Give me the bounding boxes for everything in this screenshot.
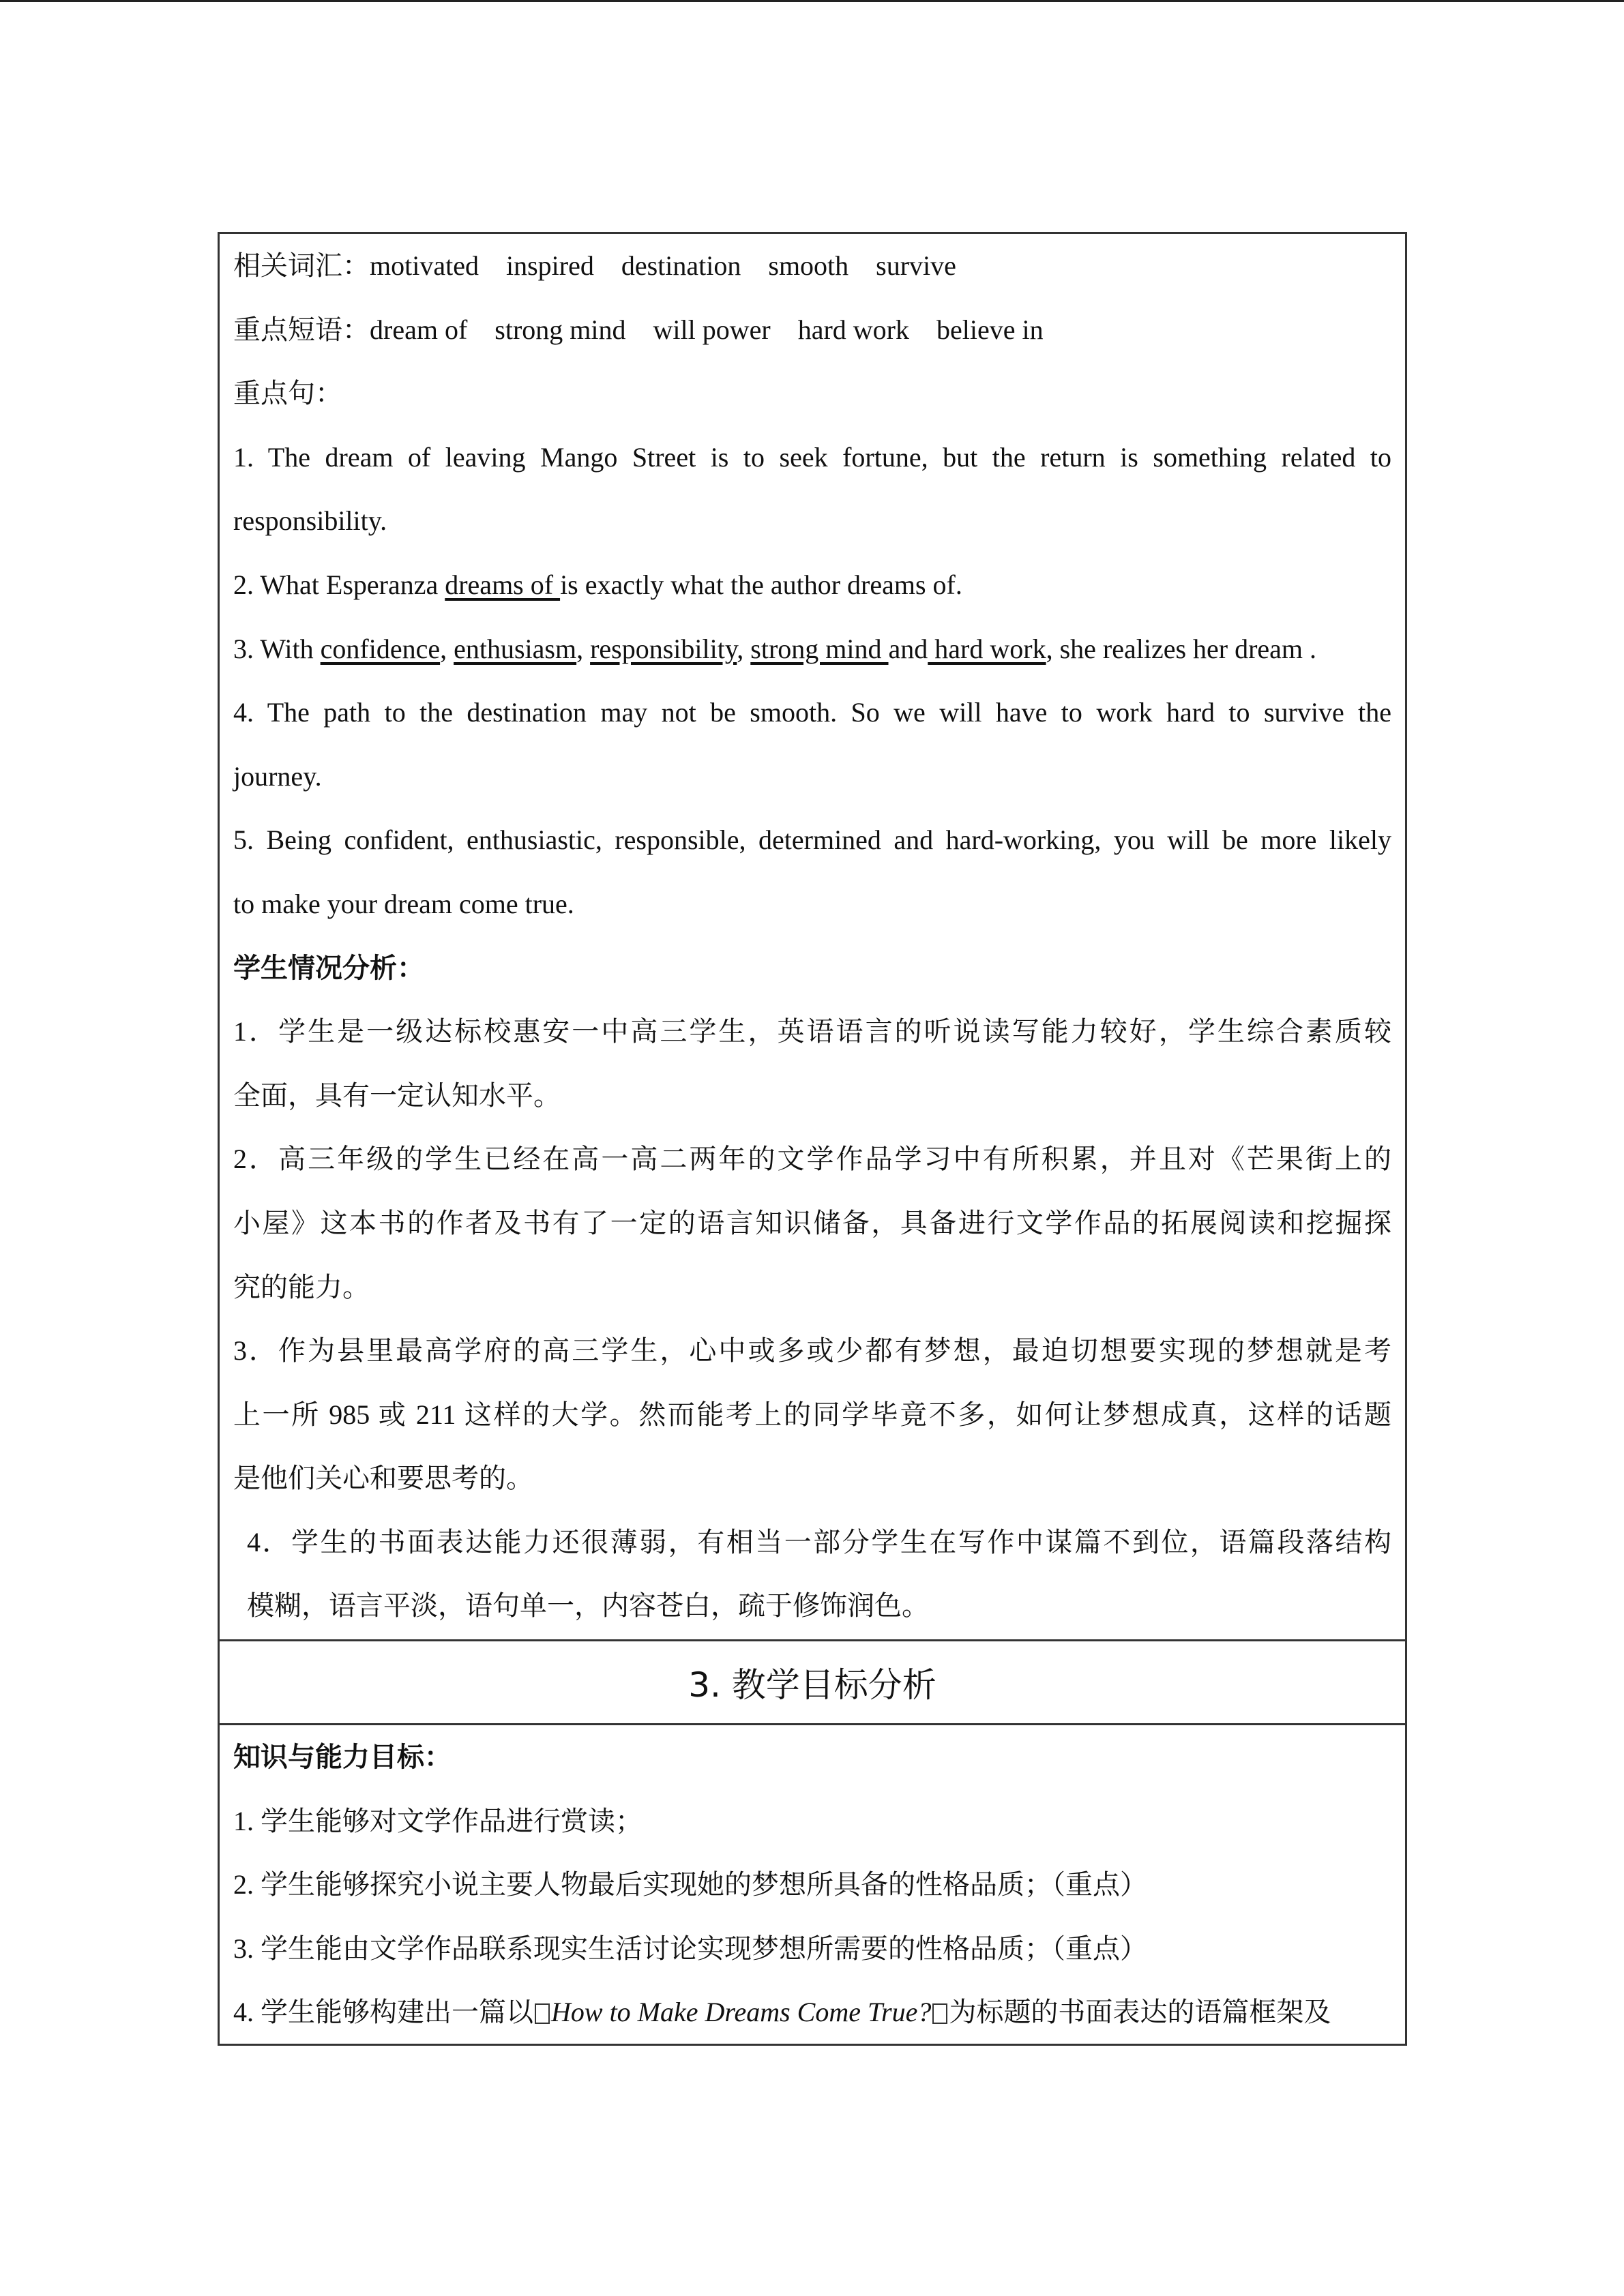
page-top-rule — [0, 0, 1624, 2]
sentence-1-line-1: 1. The dream of leaving Mango Street is to seek fortune, but the return is something related to — [233, 441, 1391, 473]
underlined-phrase: responsibility — [590, 633, 737, 664]
sentence-3-text: and — [888, 633, 928, 664]
sentence-3 — [233, 617, 1391, 681]
objectives-cell — [220, 1725, 1405, 2044]
vocab-line — [233, 234, 1391, 298]
essay-title: How to Make Dreams Come True? — [551, 1997, 932, 2028]
objective-1: 1. 学生能够对文学作品进行赏读； — [233, 1805, 643, 1836]
objective-4 — [233, 1980, 1391, 2044]
student-analysis-p3-line-2: 上一所 985 或 211 这样的大学。然而能考上的同学毕竟不多，如何让梦想成真，这样的话题 — [233, 1399, 1391, 1430]
sentence-4-line-2: journey. — [233, 760, 322, 792]
sentence-2 — [233, 553, 1391, 617]
underlined-phrase: confidence — [320, 633, 441, 664]
sentence-2-text: is exactly what the author dreams of. — [560, 569, 962, 600]
section-3-title: 3. 教学目标分析 — [688, 1665, 936, 1705]
student-analysis-p4-line-1: 4．学生的书面表达能力还很薄弱，有相当一部分学生在写作中谋篇不到位，语篇段落结构 — [247, 1526, 1391, 1557]
missing-glyph-box-icon — [535, 2003, 550, 2024]
phrase-item: hard work — [797, 314, 909, 345]
student-analysis-p3-line-1: 3．作为县里最高学府的高三学生，心中或多或少都有梦想，最迫切想要实现的梦想就是考 — [233, 1335, 1391, 1367]
sentence-2-text: 2. What Esperanza — [233, 569, 445, 600]
student-analysis-p1-line-2: 全面，具有一定认知水平。 — [233, 1079, 561, 1111]
student-analysis-p2-line-2: 小屋》这本书的作者及书有了一定的语言知识储备，具备进行文学作品的拓展阅读和挖掘探 — [233, 1207, 1391, 1238]
underlined-phrase: strong mind — [750, 633, 889, 664]
missing-glyph-box-icon — [932, 2003, 947, 2024]
lesson-plan-table — [218, 232, 1407, 2046]
phrase-item: strong mind — [494, 314, 626, 345]
objective-2: 2. 学生能够探究小说主要人物最后实现她的梦想所具备的性格品质；（重点） — [233, 1869, 1147, 1900]
phrases-label: 重点短语： — [233, 314, 370, 345]
sentence-3-text: , she realizes her dream . — [1046, 633, 1317, 664]
vocab-word: survive — [876, 250, 956, 281]
phrase-item: believe in — [936, 314, 1044, 345]
vocab-word: destination — [621, 250, 741, 281]
student-analysis-p2-line-3: 究的能力。 — [233, 1271, 370, 1302]
underlined-phrase: enthusiasm — [454, 633, 577, 664]
sentence-3-text: 3. With — [233, 633, 321, 664]
phrase-item: dream of — [370, 314, 468, 345]
vocab-label: 相关词汇： — [233, 250, 370, 281]
phrase-item: will power — [653, 314, 771, 345]
objectives-heading: 知识与能力目标： — [233, 1742, 452, 1772]
sentence-3-text: , — [440, 633, 454, 664]
phrases-line — [233, 298, 1391, 362]
sentence-1-line-2: responsibility. — [233, 505, 387, 537]
objective-3: 3. 学生能由文学作品联系现实生活讨论实现梦想所需要的性格品质；（重点） — [233, 1933, 1147, 1964]
student-analysis-p1-line-1: 1．学生是一级达标校惠安一中高三学生，英语语言的听说读写能力较好，学生综合素质较 — [233, 1016, 1391, 1047]
vocab-word: motivated — [370, 250, 479, 281]
objective-4-text: 4. 学生能够构建出一篇以 — [233, 1997, 533, 2028]
underlined-phrase: dreams of — [445, 569, 561, 600]
sentence-5-line-1: 5. Being confident, enthusiastic, responsible, determined and hard-working, you will be more likely — [233, 824, 1391, 856]
sentences-label: 重点句： — [233, 378, 342, 409]
sentence-5-line-2: to make your dream come true. — [233, 888, 574, 919]
student-analysis-p2-line-1: 2．高三年级的学生已经在高一高二两年的文学作品学习中有所积累，并且对《芒果街上的 — [233, 1144, 1391, 1175]
student-analysis-heading: 学生情况分析： — [233, 952, 424, 983]
underlined-phrase: hard work — [928, 633, 1046, 664]
objective-4-text: 为标题的书面表达的语篇框架及 — [949, 1997, 1331, 2028]
content-cell — [220, 234, 1405, 1639]
sentence-4-line-1: 4. The path to the destination may not be smooth. So we will have to work hard to survive the — [233, 697, 1391, 728]
section-3-header-cell — [220, 1639, 1405, 1725]
student-analysis-p3-line-3: 是他们关心和要思考的。 — [233, 1463, 533, 1494]
sentence-3-text: , — [737, 633, 751, 664]
vocab-word: smooth — [768, 250, 849, 281]
student-analysis-p4-line-2: 模糊，语言平淡，语句单一，内容苍白，疏于修饰润色。 — [247, 1590, 929, 1622]
vocab-word: inspired — [505, 250, 594, 281]
sentence-3-text: , — [576, 633, 591, 664]
